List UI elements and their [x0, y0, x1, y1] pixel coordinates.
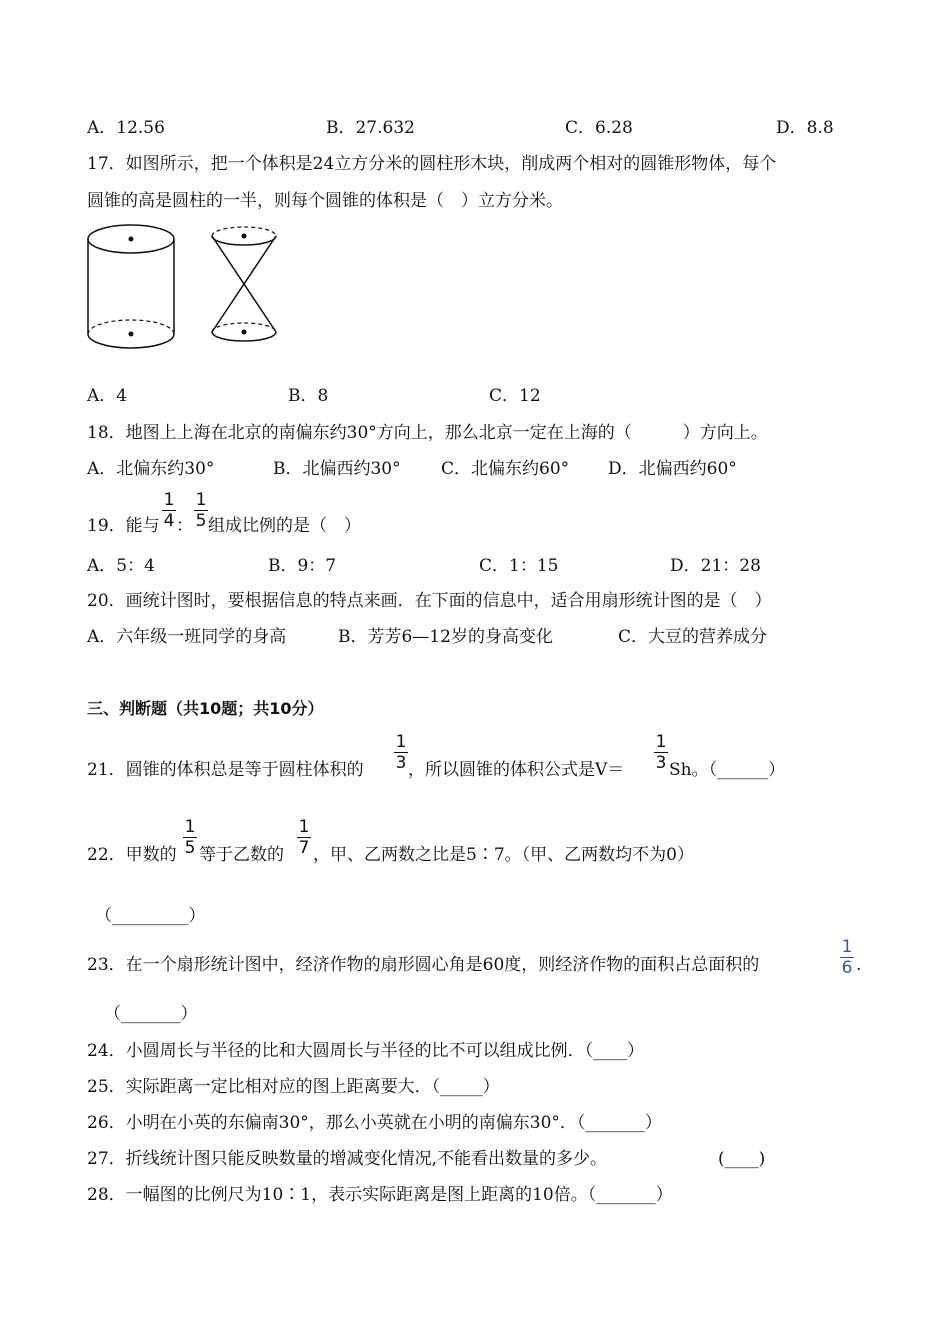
q21-fraction-2-numerator: 1 — [655, 732, 667, 752]
q21-fraction-1-denominator: 3 — [395, 753, 407, 774]
q20-option-a: A．六年级一班同学的身高 — [87, 627, 287, 647]
q21-part3: Sh。（______） — [669, 760, 786, 780]
q16-option-a: A．12.56 — [87, 118, 165, 138]
q21-part1: 21．圆锥的体积总是等于圆柱体积的 — [87, 760, 364, 780]
q19-fraction-1-numerator: 1 — [163, 490, 175, 510]
q22-part1: 22．甲数的 — [87, 845, 177, 865]
q19-fraction-2 — [194, 491, 208, 530]
double-cone-figure — [208, 222, 280, 348]
q27-text: 27．折线统计图只能反映数量的增减变化情况,不能看出数量的多少。 — [87, 1149, 608, 1169]
q18-option-a: A．北偏东约30° — [87, 459, 215, 479]
q28-text: 28．一幅图的比例尺为10∶1，表示实际距离是图上距离的10倍。（_______） — [87, 1185, 673, 1205]
q21-fraction-2-denominator: 3 — [655, 753, 667, 774]
q19-fraction-2-denominator: 5 — [195, 511, 207, 532]
q17-option-c: C．12 — [489, 386, 541, 406]
q22-fraction-2-numerator: 1 — [298, 817, 310, 837]
q20-text: 20．画统计图时，要根据信息的特点来画．在下面的信息中，适合用扇形统计图的是（ ） — [87, 591, 772, 611]
q21-fraction-1 — [394, 733, 408, 772]
q18-option-b: B．北偏西约30° — [273, 459, 401, 479]
q19-fraction-1-denominator: 4 — [163, 511, 175, 532]
q21-fraction-1-numerator: 1 — [395, 732, 407, 752]
q26-text: 26．小明在小英的东偏南30°，那么小英就在小明的南偏东30°．（_______） — [87, 1113, 662, 1133]
q21-fraction-2 — [654, 733, 668, 772]
q16-option-c: C．6.28 — [565, 118, 633, 138]
q20-option-b: B．芳芳6—12岁的身高变化 — [338, 627, 553, 647]
q19-suffix: 组成比例的是（ ） — [208, 516, 361, 536]
q23-part2: . — [856, 955, 862, 975]
q23-fraction-numerator: 1 — [841, 937, 853, 957]
section-title-judgement: 三、判断题（共10题；共10分） — [87, 699, 324, 718]
q25-text: 25．实际距离一定比相对应的图上距离要大．（_____） — [87, 1077, 500, 1097]
q19-option-c: C．1：15 — [479, 556, 559, 576]
q17-option-b: B．8 — [288, 386, 329, 406]
q22-fraction-1-numerator: 1 — [184, 817, 196, 837]
q21-part2: ，所以圆锥的体积公式是V＝ — [408, 760, 625, 780]
q22-part2: 等于乙数的 — [199, 845, 284, 865]
q17-text-line2: 圆锥的高是圆柱的一半，则每个圆锥的体积是（ ）立方分米。 — [87, 191, 563, 211]
cylinder-figure — [85, 222, 177, 352]
q17-option-a: A．4 — [87, 386, 128, 406]
q27-answer-blank[interactable]: (____) — [718, 1149, 766, 1169]
q18-option-d: D．北偏西约60° — [608, 459, 737, 479]
q24-text: 24．小圆周长与半径的比和大圆周长与半径的比不可以组成比例．（____） — [87, 1041, 645, 1061]
q19-option-a: A．5：4 — [87, 556, 155, 576]
q23-fraction — [840, 938, 854, 977]
q19-prefix: 19．能与 — [87, 516, 160, 536]
q19-fraction-2-numerator: 1 — [195, 490, 207, 510]
q19-separator: ： — [176, 516, 193, 536]
q22-fraction-1 — [183, 818, 197, 857]
q23-fraction-denominator: 6 — [841, 958, 853, 979]
q16-option-b: B．27.632 — [326, 118, 415, 138]
q19-option-d: D．21：28 — [670, 556, 761, 576]
q19-option-b: B．9：7 — [268, 556, 337, 576]
q22-answer-blank[interactable]: （_________） — [95, 906, 206, 926]
q18-option-c: C．北偏东约60° — [441, 459, 570, 479]
q23-answer-blank[interactable]: （_______） — [104, 1004, 198, 1024]
q22-fraction-1-denominator: 5 — [184, 838, 196, 859]
q18-text: 18．地图上上海在北京的南偏东约30°方向上，那么北京一定在上海的（ ）方向上。 — [87, 423, 768, 443]
q22-fraction-2-denominator: 7 — [298, 838, 310, 859]
q19-fraction-1 — [162, 491, 176, 530]
q22-part3: ，甲、乙两数之比是5∶7。（甲、乙两数均不为0） — [313, 845, 694, 865]
q17-text-line1: 17．如图所示，把一个体积是24立方分米的圆柱形木块，削成两个相对的圆锥形物体，每个 — [87, 154, 777, 174]
q20-option-c: C．大豆的营养成分 — [618, 627, 768, 647]
q16-option-d: D．8.8 — [776, 118, 834, 138]
q23-part1: 23．在一个扇形统计图中，经济作物的扇形圆心角是60度，则经济作物的面积占总面积的 — [87, 955, 760, 975]
q22-fraction-2 — [297, 818, 311, 857]
